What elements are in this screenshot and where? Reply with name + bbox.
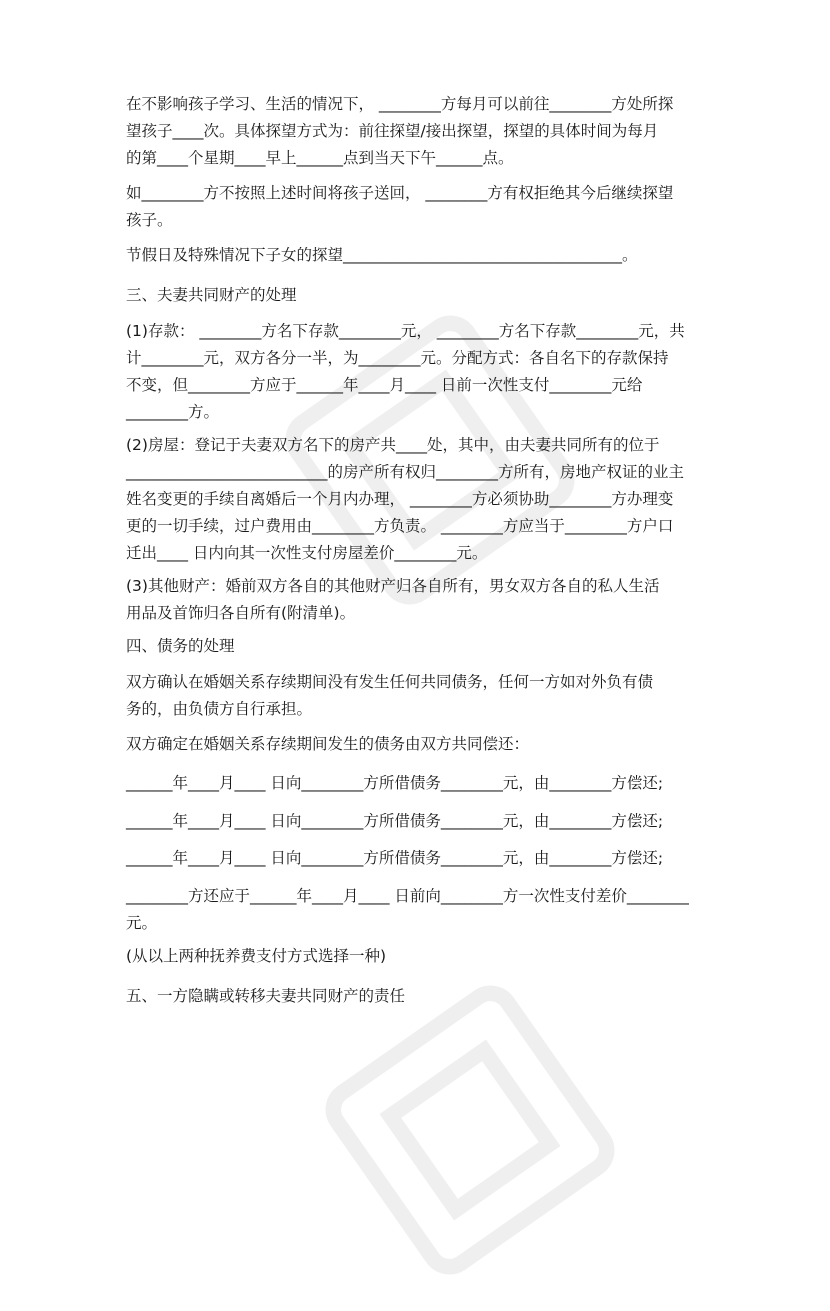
text-line: 元。 (126, 914, 158, 932)
paragraph-payment-option-note (126, 943, 706, 970)
heading-text: 五、一方隐瞒或转移夫妻共同财产的责任 (126, 987, 406, 1005)
text-line: 望孩子____次。具体探望方式为：前往探望/接出探望，探望的具体时间为每月 (126, 122, 659, 140)
heading-text: 三、夫妻共同财产的处理 (126, 286, 297, 304)
text-line: ________方还应于______年____月____ 日前向________方一次性支付差价________ (126, 887, 689, 905)
text-line: 节假日及特殊情况下子女的探望____________________________________。 (126, 246, 638, 264)
paragraph-housing (126, 432, 706, 567)
paragraph-visitation-schedule (126, 91, 706, 172)
text-line: ______年____月____ 日向________方所借债务________元，由________方偿还; (126, 774, 664, 792)
text-line: 用品及首饰归各自所有(附清单)。 (126, 604, 356, 622)
paragraph-other-property (126, 573, 706, 627)
section-heading-concealment (126, 983, 706, 1010)
text-line: 姓名变更的手续自离婚后一个月内办理， ________方必须协助________方办理变 (126, 490, 674, 508)
text-line: (从以上两种抚养费支付方式选择一种) (126, 947, 387, 965)
section-heading-property (126, 282, 706, 309)
text-line: 双方确定在婚姻关系存续期间发生的债务由双方共同偿还： (126, 735, 530, 753)
debt-line-3 (126, 845, 706, 872)
text-line: (3)其他财产：婚前双方各自的其他财产归各自所有，男女双方各自的私人生活 (126, 577, 660, 595)
paragraph-holiday-visitation (126, 242, 706, 269)
text-line: (2)房屋：登记于夫妻双方名下的房产共____处，其中，由夫妻共同所有的位于 (126, 436, 660, 454)
text-line: (1)存款： ________方名下存款________元， ________方名下存款________元，共 (126, 322, 685, 340)
text-line: __________________________的房产所有权归________方所有，房地产权证的业主 (126, 463, 685, 481)
text-line: 双方确认在婚姻关系存续期间没有发生任何共同债务，任何一方如对外负有债 (126, 673, 654, 691)
section-heading-debts (126, 633, 706, 660)
text-line: 更的一切手续，过户费用由________方负责。 ________方应当于________方户口 (126, 517, 674, 535)
paragraph-price-difference (126, 883, 706, 937)
debt-line-2 (126, 808, 706, 835)
text-line: 务的，由负债方自行承担。 (126, 700, 313, 718)
paragraph-joint-debts (126, 731, 706, 758)
text-line: 如________方不按照上述时间将孩子送回， ________方有权拒绝其今后继续探望 (126, 184, 674, 202)
text-line: 计________元，双方各分一半，为________元。分配方式：各自名下的存款保持 (126, 349, 669, 367)
text-line: ________方。 (126, 403, 220, 421)
heading-text: 四、债务的处理 (126, 637, 235, 655)
paragraph-no-joint-debts (126, 669, 706, 723)
text-line: 迁出____ 日内向其一次性支付房屋差价________元。 (126, 544, 488, 562)
paragraph-deposits (126, 318, 706, 426)
text-line: 在不影响孩子学习、生活的情况下， ________方每月可以前往________方处所探 (126, 95, 674, 113)
text-line: 不变，但________方应于______年____月____ 日前一次性支付________元给 (126, 376, 643, 394)
text-line: 孩子。 (126, 211, 173, 229)
debt-line-1 (126, 770, 706, 797)
text-line: ______年____月____ 日向________方所借债务________元，由________方偿还; (126, 812, 664, 830)
text-line: ______年____月____ 日向________方所借债务________元，由________方偿还; (126, 849, 664, 867)
text-line: 的第____个星期____早上______点到当天下午______点。 (126, 149, 514, 167)
paragraph-visitation-refusal (126, 180, 706, 234)
